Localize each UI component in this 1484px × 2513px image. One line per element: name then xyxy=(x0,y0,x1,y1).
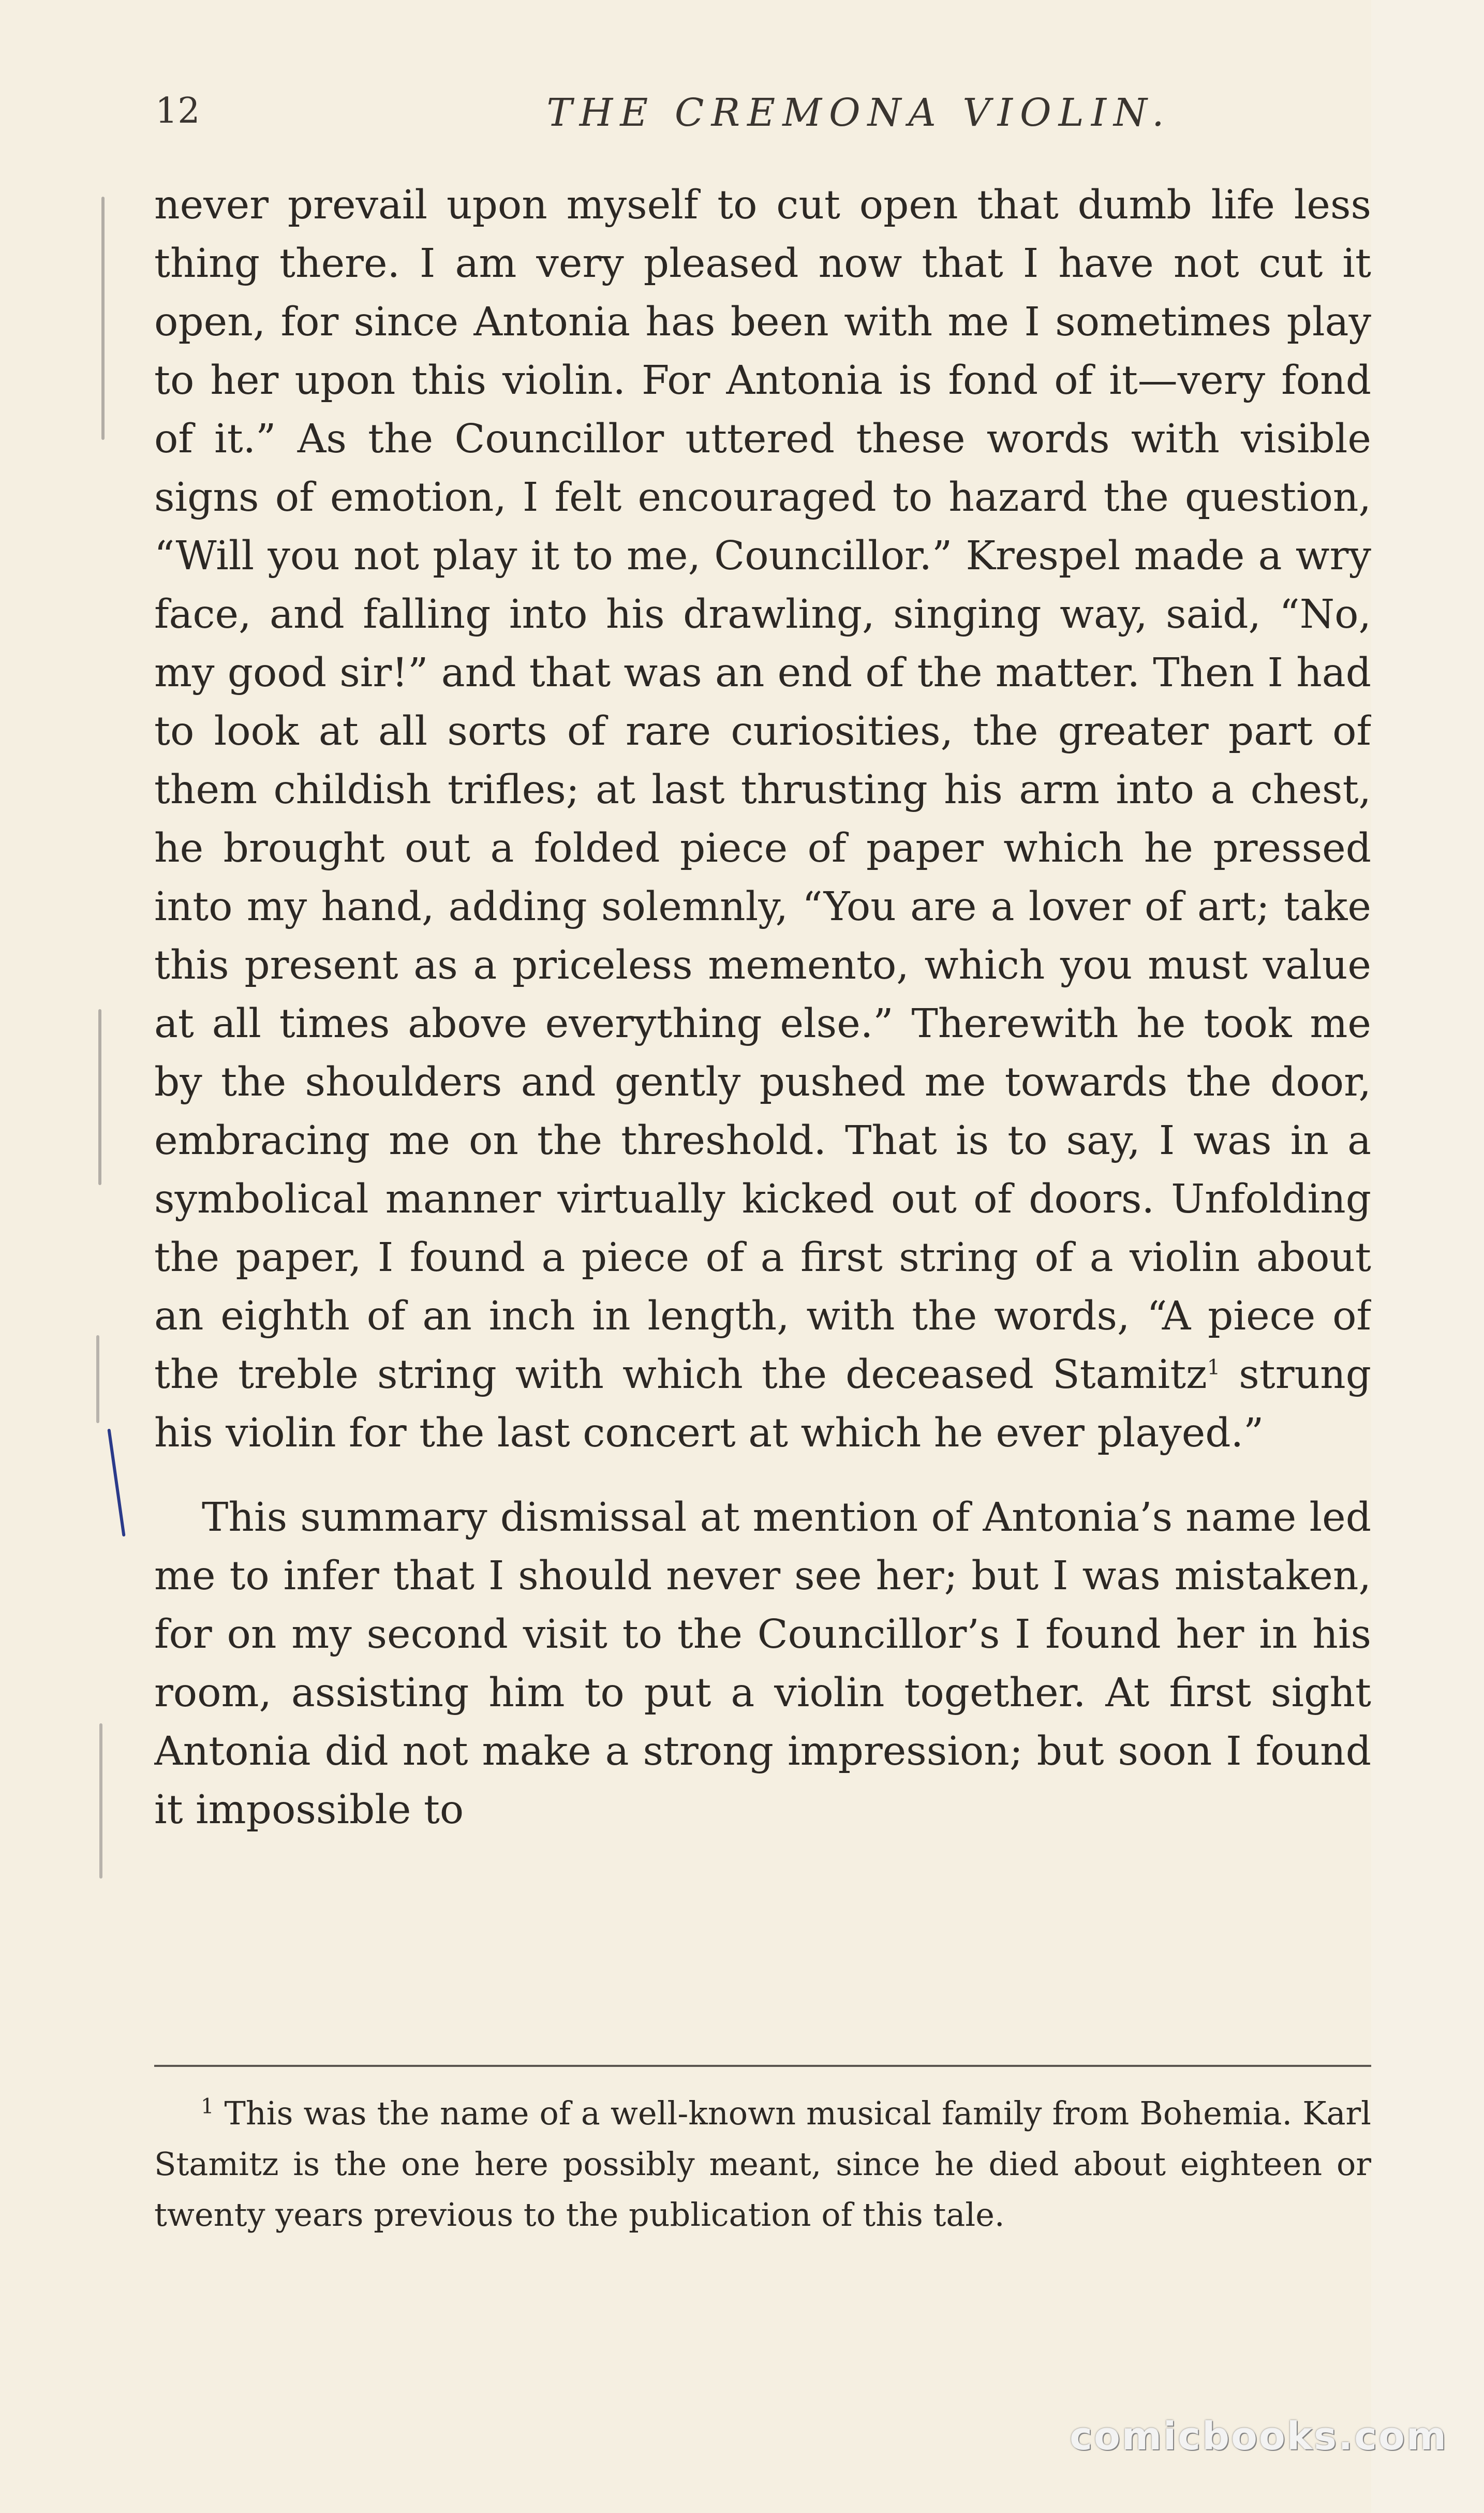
body-text xyxy=(154,176,1371,2039)
page-number: 12 xyxy=(155,91,200,131)
paragraph-text: strung his violin for the last concert at which he ever played.” xyxy=(154,1352,1371,1456)
paragraph-text: never prevail upon myself to cut open that dumb life less thing there. I am very pleased now that I have not cut it open, for since Antonia has been with me I sometimes play to her upon this violin. For Antonia is fond of it—very fond of it.” As the Councillor uttered these words with visible signs of emotion, I felt encouraged to hazard the question, “Will you not play it to me, Councillor.” Krespel made a wry face, and falling into his drawling, singing way, said, “No, my good sir!” and that was an end of the matter. Then I had to look at all sorts of rare curiosities, the greater part of them childish trifles; at last thrusting his arm into a chest, he brought out a folded piece of paper which he pressed into my hand, adding solemnly, “You are a lover of art; take this present as a priceless memento, which you must value at all times above everything else.” Therewith he took me by the shoulders and gently pushed me towards the door, embracing me on the threshold. That is to say, I was in a symbolical manner virtually kicked out of doors. Unfolding the paper, I found a piece of a first string of a violin about an eighth of an inch in length, with the words, “A piece of the treble string with which the deceased Stamitz xyxy=(154,182,1371,1398)
footnote-marker: 1 xyxy=(201,2094,214,2119)
running-title: THE CREMONA VIOLIN. xyxy=(546,91,1171,135)
footnote-rule xyxy=(154,2065,1371,2067)
page-edge xyxy=(1371,0,1484,2513)
footnote-reference: 1 xyxy=(1207,1355,1221,1380)
pencil-margin-mark xyxy=(99,1723,102,1879)
pencil-margin-mark xyxy=(101,197,105,440)
watermark-logo: comicbooks.com xyxy=(1070,2414,1448,2459)
footnote xyxy=(154,2088,1371,2240)
paragraph xyxy=(154,176,1371,1462)
pencil-margin-mark xyxy=(98,1009,101,1185)
pencil-margin-mark xyxy=(96,1335,99,1423)
paragraph: This summary dismissal at mention of Antonia’s name led me to infer that I should never see her; but I was mistaken, for on my second visit to the Councillor’s I found her in his room, assisting him to put a violin together. At first sight Antonia did not make a strong impression; but soon I found it impossible to xyxy=(154,1495,1371,1833)
page-header xyxy=(155,91,1366,147)
footnote-text: This was the name of a well-known musical family from Bohemia. Karl Stamitz is the one here possibly meant, since he died about eighteen or twenty years previous to the publication of this tale. xyxy=(154,2094,1371,2234)
